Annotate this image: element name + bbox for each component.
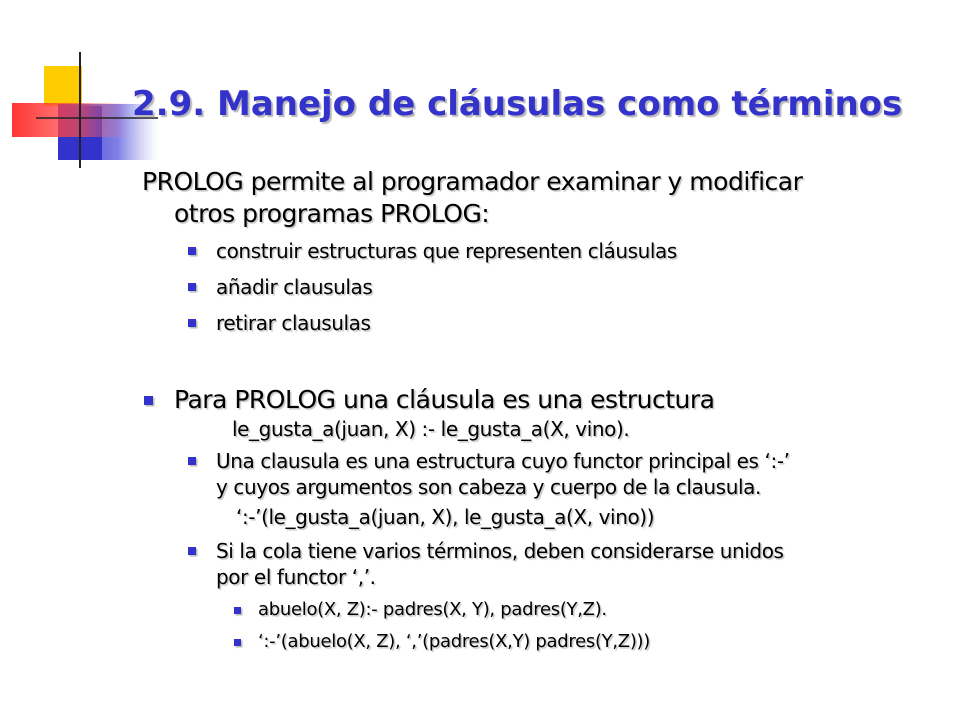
- square-bullet-icon: [144, 396, 153, 405]
- section-heading: Para PROLOG una cláusula es una estructura: [174, 385, 715, 414]
- intro-bullet-item: [142, 310, 942, 336]
- deco-red-bar: [12, 103, 130, 137]
- square-bullet-icon: [188, 457, 196, 465]
- point-item: [142, 538, 942, 590]
- square-bullet-icon: [188, 247, 196, 255]
- intro-bullet-item: [142, 238, 942, 264]
- square-bullet-icon: [234, 639, 241, 646]
- intro-bullet-text: construir estructuras que representen cláusulas: [216, 239, 677, 263]
- intro-line-2: otros programas PROLOG:: [174, 199, 490, 228]
- slide-title: 2.9. Manejo de cláusulas como términos: [132, 84, 903, 124]
- slide-body: [142, 166, 942, 654]
- section-heading-item: [142, 384, 942, 416]
- square-bullet-icon: [188, 283, 196, 291]
- point1-code: ‘:-’(le_gusta_a(juan, X), le_gusta_a(X, vino)): [236, 505, 655, 529]
- square-bullet-icon: [188, 547, 196, 555]
- intro-line-1: PROLOG permite al programador examinar y modificar: [142, 167, 803, 196]
- intro-paragraph: [142, 166, 942, 230]
- sub-item-text: ‘:-’(abuelo(X, Z), ‘,’(padres(X,Y) padres(Y,Z))): [258, 631, 650, 652]
- point-item: [142, 448, 942, 500]
- intro-bullet-text: añadir clausulas: [216, 275, 373, 299]
- sub-item: [142, 598, 942, 622]
- square-bullet-icon: [188, 319, 196, 327]
- intro-bullet-item: [142, 274, 942, 300]
- sub-item-text: abuelo(X, Z):- padres(X, Y), padres(Y,Z).: [258, 599, 607, 620]
- point1-line-2: y cuyos argumentos son cabeza y cuerpo de la clausula.: [216, 475, 761, 499]
- point2-line-2: por el functor ‘,’.: [216, 565, 376, 589]
- sub-item: [142, 630, 942, 654]
- example-clause: le_gusta_a(juan, X) :- le_gusta_a(X, vino).: [232, 417, 630, 441]
- intro-bullet-text: retirar clausulas: [216, 311, 371, 335]
- point2-line-1: Si la cola tiene varios términos, deben considerarse unidos: [216, 539, 784, 563]
- square-bullet-icon: [234, 607, 241, 614]
- point1-line-1: Una clausula es una estructura cuyo functor principal es ‘:-’: [216, 449, 790, 473]
- deco-yellow-square: [44, 66, 82, 106]
